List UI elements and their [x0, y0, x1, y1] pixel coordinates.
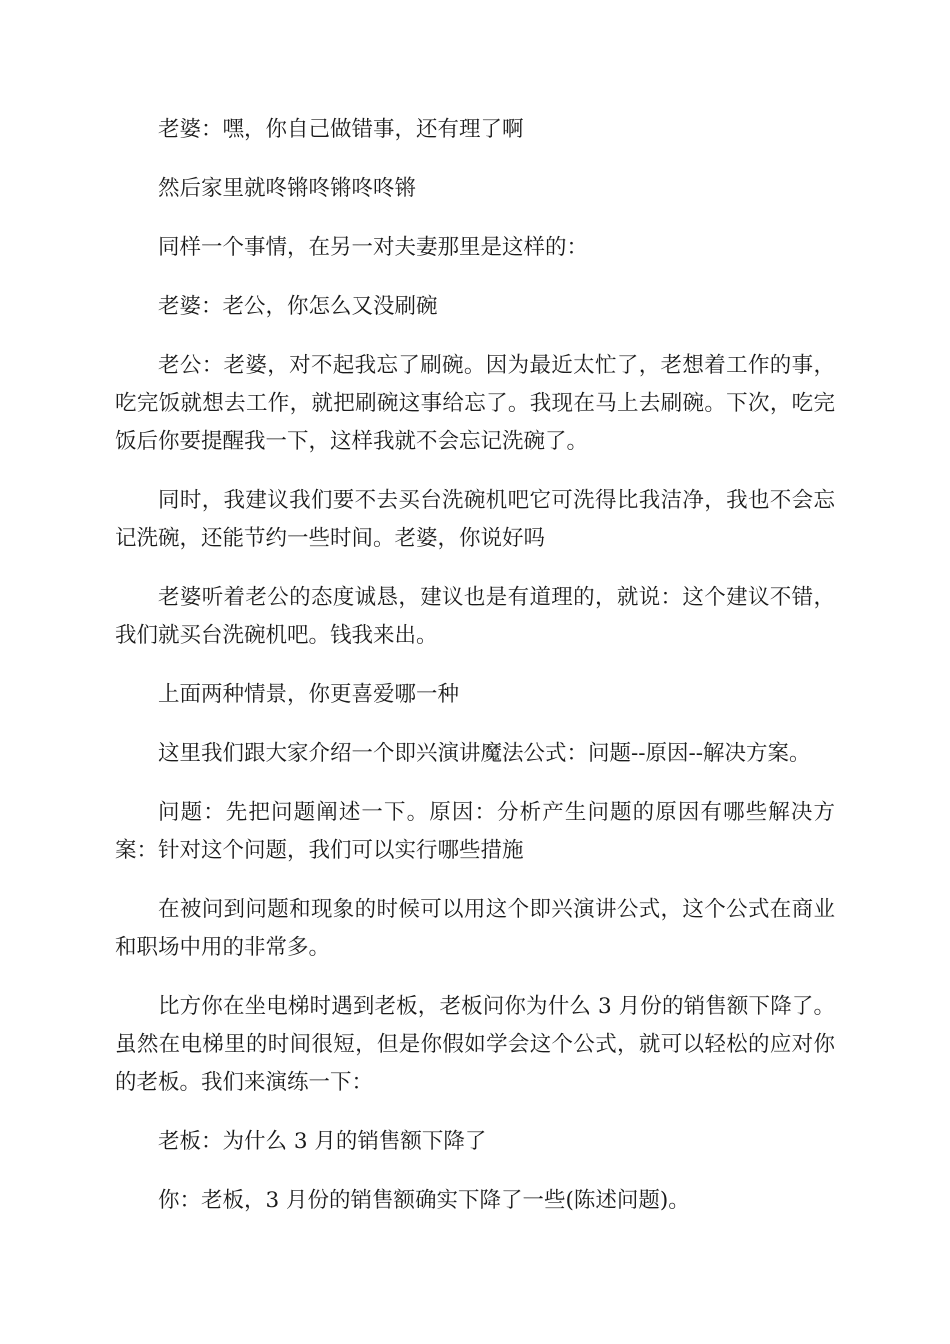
paragraph-12: 比方你在坐电梯时遇到老板，老板问你为什么 3 月份的销售额下降了。虽然在电梯里的时间很短，但是你假如学会这个公式，就可以轻松的应对你的老板。我们来演练一下： [115, 994, 835, 1095]
paragraph-10: 问题：先把问题阐述一下。原因：分析产生问题的原因有哪些解决方案：针对这个问题，我们可以实行哪些措施 [115, 800, 835, 863]
paragraph-2: 然后家里就咚锵咚锵咚咚锵 [158, 176, 417, 201]
paragraph-3: 同样一个事情，在另一对夫妻那里是这样的： [158, 235, 589, 260]
paragraph-5: 老公：老婆，对不起我忘了刷碗。因为最近太忙了，老想着工作的事，吃完饭就想去工作，就把刷碗这事给忘了。我现在马上去刷碗。下次，吃完饭后你要提醒我一下，这样我就不会忘记洗碗了。 [115, 353, 835, 454]
paragraph-4: 老婆：老公，你怎么又没刷碗 [158, 294, 438, 319]
paragraph-7: 老婆听着老公的态度诚恳，建议也是有道理的，就说：这个建议不错，我们就买台洗碗机吧。钱我来出。 [115, 585, 835, 648]
paragraph-13: 老板：为什么 3 月的销售额下降了 [158, 1129, 487, 1154]
paragraph-1: 老婆：嘿，你自己做错事，还有理了啊 [158, 117, 524, 142]
paragraph-14: 你：老板，3 月份的销售额确实下降了一些(陈述问题)。 [158, 1188, 690, 1213]
paragraph-8: 上面两种情景，你更喜爱哪一种 [158, 682, 460, 707]
paragraph-11: 在被问到问题和现象的时候可以用这个即兴演讲公式，这个公式在商业和职场中用的非常多。 [115, 897, 835, 960]
paragraph-9: 这里我们跟大家介绍一个即兴演讲魔法公式：问题--原因--解决方案。 [158, 741, 811, 766]
document-page [115, 111, 835, 1241]
paragraph-6: 同时，我建议我们要不去买台洗碗机吧它可洗得比我洁净，我也不会忘记洗碗，还能节约一些时间。老婆，你说好吗 [115, 488, 835, 551]
